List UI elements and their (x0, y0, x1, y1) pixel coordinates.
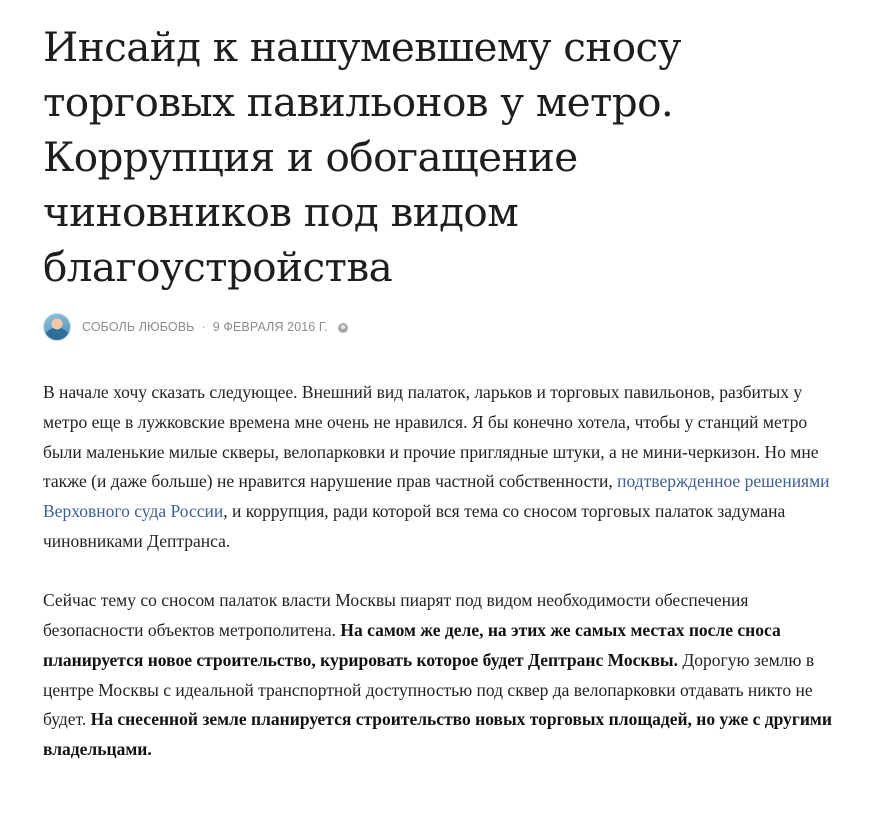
article (43, 20, 833, 795)
author-name[interactable]: СОБОЛЬ ЛЮБОВЬ (82, 320, 195, 334)
meta-separator: · (201, 320, 206, 334)
publish-date: 9 ФЕВРАЛЯ 2016 Г. (212, 320, 328, 334)
article-title: Инсайд к нашумевшему сносу торговых павильонов у метро. Коррупция и обогащение чиновников под видом благоустройства (43, 23, 681, 291)
paragraph-2-text-2: Дорогую землю в центре Москвы с идеальной транспортной доступностью под сквер да велопарковки отдавать никто не будет. (43, 649, 815, 730)
paragraph-1 (43, 378, 833, 557)
paragraph-2-bold-1: На самом же деле, на этих же самых местах после сноса планируется новое строительство, курировать которое будет Дептранс Москвы. (43, 620, 781, 670)
author-avatar[interactable] (43, 313, 71, 341)
paragraph-2 (43, 586, 833, 765)
article-meta (43, 313, 833, 341)
article-body (43, 378, 833, 765)
supreme-court-link[interactable]: подтвержденное решениями Верховного суда России (43, 471, 830, 522)
paragraph-1-text-before: В начале хочу сказать следующее. Внешний вид палаток, ларьков и торговых павильонов, разбитых у метро еще в лужковские времена мне очень не нравился. Я бы конечно хотела, чтобы у станций метро были маленькие милые скверы, велопарковки и прочие приглядные штуки, а не мини-черкизон. Но мне также (и даже больше) не нравится нарушение прав частной собственности, (43, 382, 819, 492)
paragraph-1-text-after: , и коррупция, ради которой вся тема со сносом торговых палаток задумана чиновниками Дептранса. (43, 501, 786, 551)
globe-icon (338, 323, 348, 333)
paragraph-2-bold-2: На снесенной земле планируется строительство новых торговых площадей, но уже с другими владельцами. (43, 709, 832, 760)
paragraph-2-text-1: Сейчас тему со сносом палаток власти Москвы пиарят под видом необходимости обеспечения безопасности объектов метрополитена. (43, 590, 749, 641)
